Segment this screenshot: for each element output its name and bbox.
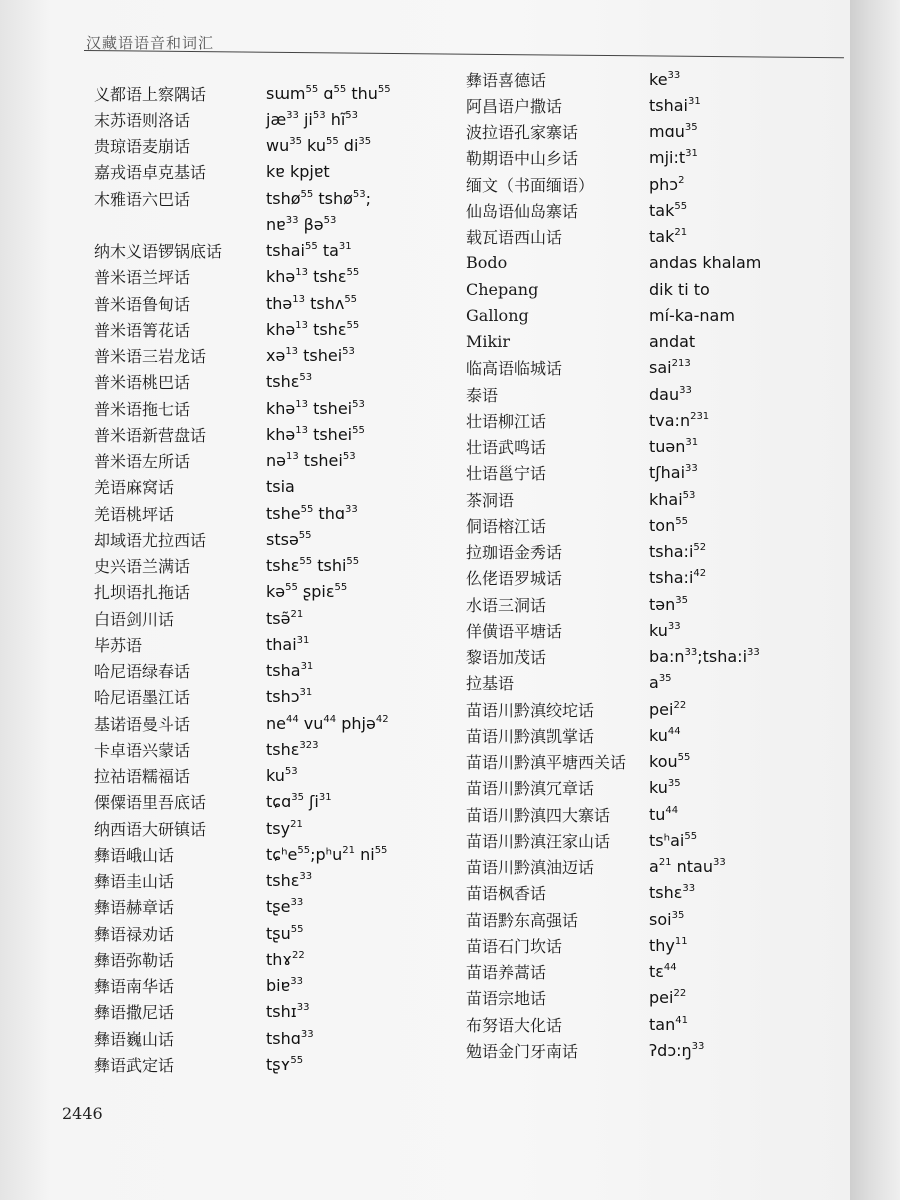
entry-row — [94, 290, 391, 316]
phonetic-form: tʂu$^{55}$ — [266, 923, 304, 943]
phonetic-form: tak$^{21}$ — [649, 227, 688, 247]
phonetic-form: tsia — [266, 477, 295, 497]
language-name: 卡卓语兴蒙话 — [94, 740, 191, 760]
language-name: 彝语峨山话 — [94, 845, 175, 865]
language-name: 苗语川黔滇油迈话 — [466, 858, 595, 878]
phonetic-form: $ʔdɔ:ŋ^{33}$ — [649, 1040, 705, 1060]
language-name: 苗语川黔滇凯掌话 — [466, 726, 595, 746]
phonetic-form: andat — [649, 332, 696, 352]
phonetic-form: khai$^{53}$ — [649, 489, 696, 509]
phonetic-form: stsə$^{55}$ — [266, 529, 312, 549]
entry-row — [94, 238, 391, 264]
language-name: 扎坝语扎拖话 — [94, 583, 191, 603]
entry-row — [94, 920, 391, 946]
language-name: 苗语川黔滇平塘西关话 — [466, 753, 627, 773]
phonetic-form: tak$^{55}$ — [649, 200, 688, 220]
phonetic-form: tsʰai$^{55}$ — [649, 830, 698, 850]
language-name: 拉基语 — [466, 674, 515, 694]
entry-row — [94, 211, 391, 237]
language-name: 却域语尤拉西话 — [94, 530, 207, 550]
phonetic-form: thɤ$^{22}$ — [266, 949, 305, 969]
entry-row — [94, 159, 391, 185]
entry-row — [466, 302, 761, 328]
entry-row — [94, 369, 391, 395]
entry-row — [94, 815, 391, 841]
language-name: 纳木义语锣锅底话 — [94, 242, 223, 262]
language-name: 波拉语孔家寨话 — [466, 123, 579, 143]
phonetic-form: phɔ$^2$ — [649, 174, 685, 194]
entry-row — [94, 894, 391, 920]
language-name: 彝语武定话 — [94, 1055, 175, 1075]
language-name: Gallong — [466, 305, 529, 325]
phonetic-form: khə$^{13}$ tshɛ$^{55}$ — [266, 319, 360, 339]
entry-row — [466, 854, 761, 880]
language-name: 基诺语曼斗话 — [94, 714, 191, 734]
language-name: 白语剑川话 — [94, 609, 175, 629]
phonetic-form: kou$^{55}$ — [649, 752, 691, 772]
phonetic-form: soi$^{35}$ — [649, 909, 685, 929]
phonetic-form: $tu^{44}$ — [649, 804, 679, 824]
language-name: 普米语箐花话 — [94, 320, 191, 340]
phonetic-form: $ku^{35}$ — [649, 778, 681, 798]
entry-row — [94, 133, 391, 159]
language-name: 木雅语六巴话 — [94, 189, 191, 209]
entry-row — [94, 999, 391, 1025]
language-name: 苗语养蒿话 — [466, 963, 547, 983]
entry-row — [466, 460, 761, 486]
phonetic-form: tshɛ$^{53}$ — [266, 372, 313, 392]
phonetic-form: tʃhai$^{33}$ — [649, 463, 698, 483]
phonetic-form: tshai$^{55}$ $ta^{31}$ — [266, 241, 352, 261]
entry-row — [466, 565, 761, 591]
entry-row — [466, 932, 761, 958]
entry-row — [94, 80, 391, 106]
phonetic-form: thə$^{13}$ tshʌ$^{55}$ — [266, 293, 358, 313]
language-name: 彝语弥勒话 — [94, 950, 175, 970]
language-name: 普米语拖七话 — [94, 399, 191, 419]
phonetic-form: tshɛ$^{323}$ — [266, 739, 319, 759]
phonetic-form: pei$^{22}$ — [649, 699, 687, 719]
language-name: 壮语邕宁话 — [466, 464, 547, 484]
phonetic-form: tɕɑ$^{35}$ ʃi$^{31}$ — [266, 792, 332, 812]
language-name: 阿昌语户撒话 — [466, 96, 563, 116]
phonetic-form: mɑu$^{35}$ — [649, 122, 698, 142]
phonetic-form: tʂʏ$^{55}$ — [266, 1054, 304, 1074]
language-name: 泰语 — [466, 385, 499, 405]
language-name: 贵琼语麦崩话 — [94, 137, 191, 157]
language-name: 史兴语兰满话 — [94, 557, 191, 577]
entry-row — [94, 316, 391, 342]
running-head: 汉藏语语音和词汇 — [86, 34, 215, 52]
phonetic-form: tshɔ$^{31}$ — [266, 687, 313, 707]
entry-row — [94, 553, 391, 579]
entry-row — [466, 381, 761, 407]
language-name: 壮语柳江话 — [466, 411, 547, 431]
left-column — [94, 80, 391, 1078]
phonetic-form: $mji:t^{31}$ — [649, 148, 698, 168]
entry-row — [94, 421, 391, 447]
phonetic-form: kə$^{55}$ ʂpiɛ$^{55}$ — [266, 582, 348, 602]
phonetic-form: tsy$^{21}$ — [266, 818, 303, 838]
entry-row — [466, 880, 761, 906]
language-name: 纳西语大研镇话 — [94, 819, 207, 839]
entry-row — [466, 539, 761, 565]
language-name: 苗语川黔滇绞坨话 — [466, 700, 595, 720]
entry-row — [94, 868, 391, 894]
phonetic-form: biɐ$^{33}$ — [266, 976, 303, 996]
entry-row — [94, 605, 391, 631]
entry-row — [466, 801, 761, 827]
phonetic-form: $ne^{44}$ $vu^{44}$ phjə$^{42}$ — [266, 713, 389, 733]
language-name: 苗语石门坎话 — [466, 936, 563, 956]
phonetic-form: tsha$^{31}$ — [266, 661, 314, 681]
entry-row — [466, 145, 761, 171]
language-name: 侗语榕江话 — [466, 516, 547, 536]
entry-row — [466, 486, 761, 512]
phonetic-form: tshɛ$^{33}$ — [649, 883, 696, 903]
language-name: 末苏语则洛话 — [94, 110, 191, 130]
language-name: 仙岛语仙岛寨话 — [466, 201, 579, 221]
language-name: 拉珈语金秀话 — [466, 543, 563, 563]
entry-row — [466, 959, 761, 985]
entry-row — [466, 670, 761, 696]
phonetic-form: xə$^{13}$ tshei$^{53}$ — [266, 346, 355, 366]
language-name: 普米语兰坪话 — [94, 268, 191, 288]
language-name: 彝语赫章话 — [94, 898, 175, 918]
entry-row — [466, 749, 761, 775]
entry-row — [94, 973, 391, 999]
phonetic-form: dik ti to — [649, 279, 710, 299]
language-name: 普米语桃巴话 — [94, 373, 191, 393]
entry-row — [466, 355, 761, 381]
entry-row — [466, 119, 761, 145]
language-name: Chepang — [466, 279, 539, 299]
phonetic-form: tshɑ$^{33}$ — [266, 1028, 314, 1048]
language-name: 哈尼语墨江话 — [94, 688, 191, 708]
phonetic-form: $a^{35}$ — [649, 673, 672, 693]
phonetic-form: tɕʰe$^{55}$;pʰu$^{21}$ $ni^{55}$ — [266, 844, 388, 864]
entry-row — [466, 329, 761, 355]
entry-row — [94, 185, 391, 211]
language-name: 勒期语中山乡话 — [466, 149, 579, 169]
language-name: 毕苏语 — [94, 635, 143, 655]
phonetic-form: $tsha:i^{52}$ — [649, 542, 707, 562]
phonetic-form: sɯm$^{55}$ ɑ$^{55}$ thu$^{55}$ — [266, 83, 391, 103]
language-name: 布努语大化话 — [466, 1015, 563, 1035]
phonetic-form: $ba:n^{33};tsha:i^{33}$ — [649, 647, 760, 667]
language-name: 嘉戎语卓克基话 — [94, 163, 207, 183]
entry-row — [466, 224, 761, 250]
entry-row — [466, 1011, 761, 1037]
right-column — [466, 66, 761, 1064]
language-name: 载瓦语西山话 — [466, 228, 563, 248]
phonetic-form: $tsha:i^{42}$ — [649, 568, 707, 588]
phonetic-form: tʂe$^{33}$ — [266, 897, 304, 917]
language-name: 拉祜语糯福话 — [94, 767, 191, 787]
entry-row — [94, 1051, 391, 1077]
language-name: Mikir — [466, 332, 510, 352]
entry-row — [466, 1037, 761, 1063]
language-name: 义都语上察隅话 — [94, 84, 207, 104]
entry-row — [94, 763, 391, 789]
language-name: 傈僳语里吾底话 — [94, 793, 207, 813]
entry-row — [94, 343, 391, 369]
entry-row — [466, 66, 761, 92]
entry-row — [94, 106, 391, 132]
entry-row — [466, 775, 761, 801]
entry-row — [94, 736, 391, 762]
phonetic-form: tshe$^{55}$ thɑ$^{33}$ — [266, 503, 358, 523]
phonetic-form: tshɛ$^{55}$ tshi$^{55}$ — [266, 556, 360, 576]
phonetic-form: tshɛ$^{33}$ — [266, 871, 313, 891]
entry-row — [466, 696, 761, 722]
language-name: Bodo — [466, 253, 508, 273]
entry-row — [94, 448, 391, 474]
language-name: 彝语喜德话 — [466, 70, 547, 90]
phonetic-form: pei$^{22}$ — [649, 988, 687, 1008]
phonetic-form: tsə̃$^{21}$ — [266, 608, 304, 628]
entry-row — [466, 827, 761, 853]
entry-row — [94, 946, 391, 972]
language-name: 苗语黔东高强话 — [466, 910, 579, 930]
language-name: 黎语加茂话 — [466, 648, 547, 668]
phonetic-form: andas khalam — [649, 253, 762, 273]
entry-row — [94, 1025, 391, 1051]
language-name: 佯僙语平塘话 — [466, 621, 563, 641]
phonetic-form: tshɪ$^{33}$ — [266, 1002, 310, 1022]
entry-row — [466, 92, 761, 118]
language-name: 哈尼语绿春话 — [94, 662, 191, 682]
language-name: 彝语禄劝话 — [94, 924, 175, 944]
entry-row — [466, 512, 761, 538]
phonetic-form: $a^{21}$ ntau$^{33}$ — [649, 857, 726, 877]
language-name: 苗语枫香话 — [466, 884, 547, 904]
entry-row — [94, 500, 391, 526]
language-name: 壮语武鸣话 — [466, 438, 547, 458]
phonetic-form: ton$^{55}$ — [649, 515, 688, 535]
phonetic-form: mí-ka-nam — [649, 305, 735, 325]
entry-row — [94, 841, 391, 867]
entry-row — [94, 474, 391, 500]
language-name: 仫佬语罗城话 — [466, 569, 563, 589]
page-edge — [850, 0, 900, 1200]
language-name: 普米语新营盘话 — [94, 425, 207, 445]
entry-row — [94, 395, 391, 421]
phonetic-form: $ku^{53}$ — [266, 766, 298, 786]
phonetic-form: kɐ kpjɐt — [266, 162, 330, 182]
phonetic-form: khə$^{13}$ tshei$^{53}$ — [266, 398, 365, 418]
phonetic-form: tshø$^{55}$ tshø$^{53}$; — [266, 188, 372, 208]
entry-row — [94, 658, 391, 684]
phonetic-form: nɐ$^{33}$ βə$^{53}$ — [266, 214, 337, 234]
language-name: 普米语左所话 — [94, 452, 191, 472]
entry-row — [94, 264, 391, 290]
language-name: 普米语三岩龙话 — [94, 347, 207, 367]
language-name: 勉语金门牙南话 — [466, 1041, 579, 1061]
language-name: 水语三洞话 — [466, 595, 547, 615]
language-name: 彝语撒尼话 — [94, 1003, 175, 1023]
entry-row — [466, 434, 761, 460]
language-name: 普米语鲁甸话 — [94, 294, 191, 314]
language-name: 茶洞语 — [466, 490, 515, 510]
language-name: 羌语桃坪话 — [94, 504, 175, 524]
entry-row — [94, 631, 391, 657]
language-name: 彝语圭山话 — [94, 872, 175, 892]
entry-row — [466, 644, 761, 670]
entry-row — [94, 579, 391, 605]
phonetic-form: khə$^{13}$ tshei$^{55}$ — [266, 424, 365, 444]
entry-row — [466, 250, 761, 276]
phonetic-form: tshai$^{31}$ — [649, 95, 701, 115]
phonetic-form: thy$^{11}$ — [649, 935, 688, 955]
phonetic-form: $ke^{33}$ — [649, 69, 681, 89]
entry-row — [94, 789, 391, 815]
entry-row — [466, 617, 761, 643]
phonetic-form: khə$^{13}$ tshɛ$^{55}$ — [266, 267, 360, 287]
language-name: 苗语宗地话 — [466, 989, 547, 1009]
phonetic-form: $ku^{44}$ — [649, 725, 681, 745]
language-name: 彝语巍山话 — [94, 1029, 175, 1049]
language-name: 苗语川黔滇汪家山话 — [466, 831, 611, 851]
phonetic-form: dau$^{33}$ — [649, 384, 692, 404]
phonetic-form: $ku^{33}$ — [649, 620, 681, 640]
phonetic-form: tən$^{35}$ — [649, 594, 688, 614]
entry-row — [466, 407, 761, 433]
language-name: 羌语麻窝话 — [94, 478, 175, 498]
phonetic-form: $wu^{35}$ $ku^{55}$ $di^{35}$ — [266, 136, 372, 156]
phonetic-form: tɛ$^{44}$ — [649, 962, 677, 982]
phonetic-form: $jæ^{33}$ $ji^{53}$ $hĩ^{53}$ — [266, 109, 359, 129]
phonetic-form: $tva:n^{231}$ — [649, 410, 710, 430]
phonetic-form: nə$^{13}$ tshei$^{53}$ — [266, 451, 356, 471]
entry-row — [466, 591, 761, 617]
page-number: 2446 — [62, 1104, 103, 1123]
language-name: 苗语川黔滇冗章话 — [466, 779, 595, 799]
phonetic-form: tuən$^{31}$ — [649, 437, 699, 457]
entry-row — [466, 197, 761, 223]
entry-row — [466, 276, 761, 302]
language-name: 临高语临城话 — [466, 359, 563, 379]
entry-row — [94, 710, 391, 736]
entry-row — [466, 985, 761, 1011]
entry-row — [466, 906, 761, 932]
language-name: 彝语南华话 — [94, 977, 175, 997]
entry-row — [466, 171, 761, 197]
phonetic-form: sai$^{213}$ — [649, 358, 691, 378]
language-name: 缅文（书面缅语） — [466, 175, 595, 195]
entry-row — [466, 722, 761, 748]
entry-row — [94, 526, 391, 552]
phonetic-form: thai$^{31}$ — [266, 634, 310, 654]
language-name: 苗语川黔滇四大寨话 — [466, 805, 611, 825]
entry-row — [94, 684, 391, 710]
phonetic-form: $\tan^{41}$ — [649, 1014, 688, 1034]
